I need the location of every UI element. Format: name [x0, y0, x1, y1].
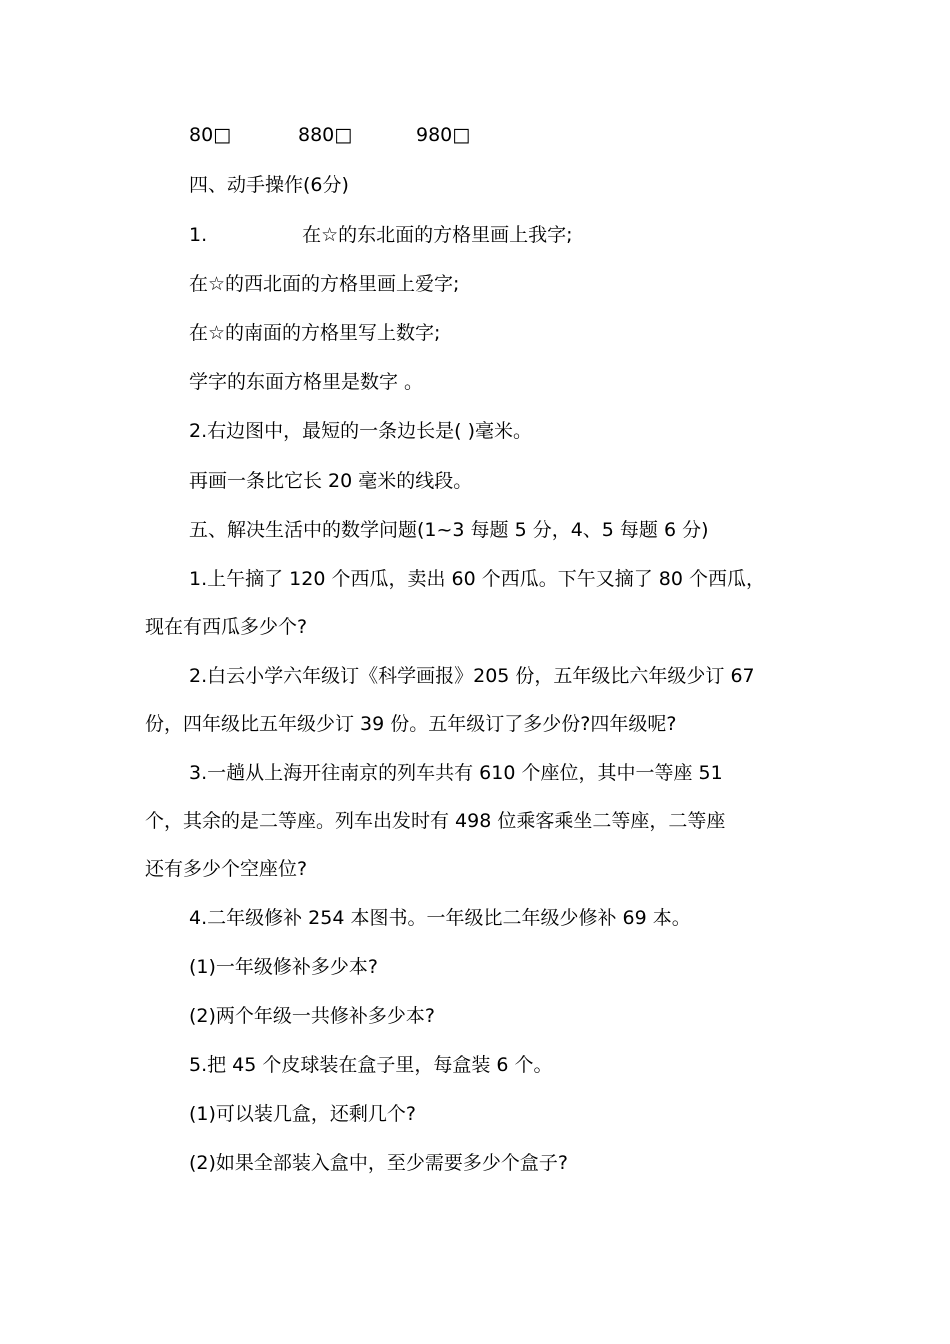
problem-2-line1: 2.白云小学六年级订《科学画报》205 份，五年级比六年级少订 67	[189, 665, 755, 687]
q1-number: 1.	[189, 224, 208, 246]
problem-5-sub2: (2)如果全部装入盒中，至少需要多少个盒子?	[189, 1152, 568, 1174]
problem-1-line2: 现在有西瓜多少个?	[145, 616, 308, 638]
problem-5-sub1: (1)可以装几盒，还剩几个?	[189, 1103, 416, 1125]
problem-3-line1: 3.一趟从上海开往南京的列车共有 610 个座位，其中一等座 51	[189, 762, 723, 784]
section-4-heading: 四、动手操作(6分)	[189, 174, 349, 196]
compare-item-b: 880□	[298, 124, 353, 146]
problem-1-line1: 1.上午摘了 120 个西瓜，卖出 60 个西瓜。下午又摘了 80 个西瓜，	[189, 568, 765, 590]
section-4-q1-line2: 在☆的西北面的方格里画上爱字;	[189, 273, 460, 295]
section-4-q2-line2: 再画一条比它长 20 毫米的线段。	[189, 470, 473, 492]
section-4-q1-line3: 在☆的南面的方格里写上数字;	[189, 322, 441, 344]
problem-5-line1: 5.把 45 个皮球装在盒子里，每盒装 6 个。	[189, 1054, 553, 1076]
problem-4-line1: 4.二年级修补 254 本图书。一年级比二年级少修补 69 本。	[189, 907, 691, 929]
section-4-q2-line1: 2.右边图中，最短的一条边长是( )毫米。	[189, 420, 532, 442]
problem-4-sub1: (1)一年级修补多少本?	[189, 956, 378, 978]
section-4-q1-line1	[189, 222, 573, 248]
problem-2-line2: 份，四年级比五年级少订 39 份。五年级订了多少份?四年级呢?	[145, 713, 677, 735]
compare-item-a: 80□	[189, 124, 232, 146]
section-5-heading: 五、解决生活中的数学问题(1~3 每题 5 分，4、5 每题 6 分)	[189, 519, 709, 541]
problem-3-line2: 个，其余的是二等座。列车出发时有 498 位乘客乘坐二等座，二等座	[145, 810, 726, 832]
compare-item-c: 980□	[416, 124, 471, 146]
problem-3-line3: 还有多少个空座位?	[145, 858, 308, 880]
q1-text: 在☆的东北面的方格里画上我字;	[302, 224, 573, 246]
section-4-q1-line4: 学字的东面方格里是数字 。	[189, 371, 424, 393]
problem-4-sub2: (2)两个年级一共修补多少本?	[189, 1005, 435, 1027]
